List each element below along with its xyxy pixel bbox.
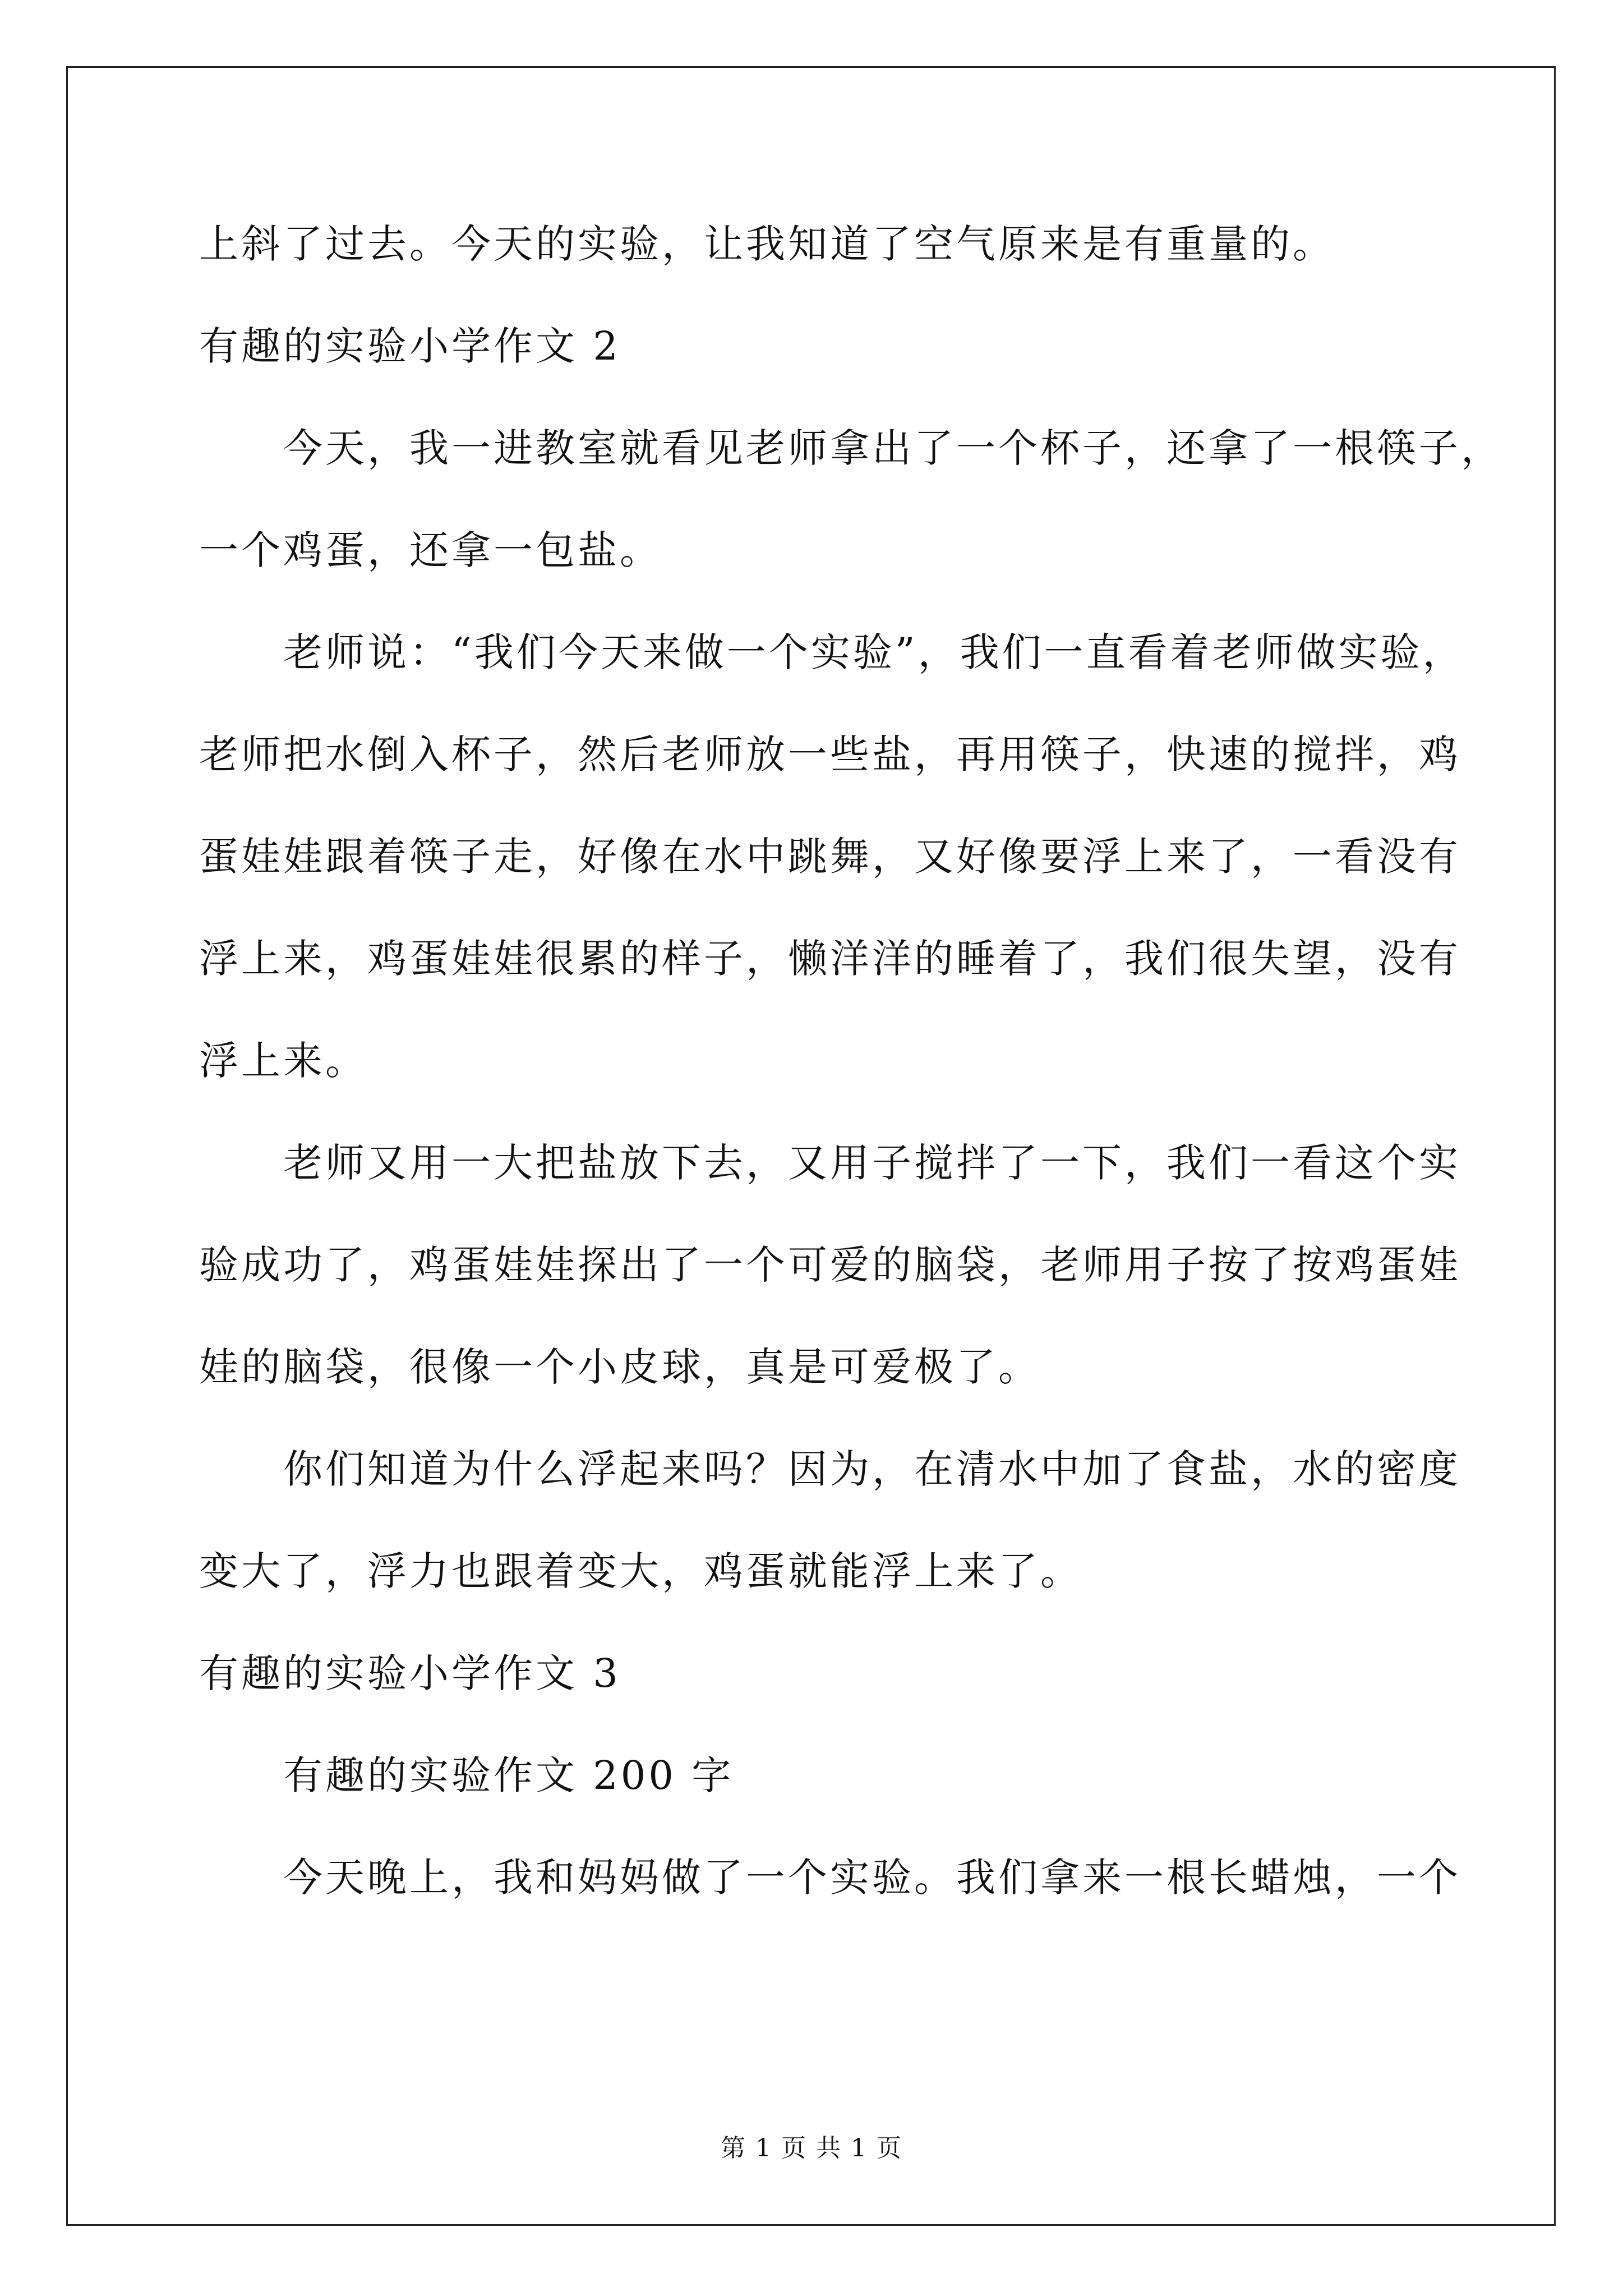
- text-line: 浮上来，鸡蛋娃娃很累的样子，懒洋洋的睡着了，我们很失望，没有: [199, 936, 1461, 982]
- section-heading: 有趣的实验小学作文 3: [199, 1650, 621, 1696]
- text-line: 验成功了，鸡蛋娃娃探出了一个可爱的脑袋，老师用子按了按鸡蛋娃: [199, 1242, 1461, 1288]
- paragraph-start: 你们知道为什么浮起来吗？因为，在清水中加了食盐，水的密度: [283, 1446, 1461, 1492]
- paragraph-start: 今天，我一进教室就看见老师拿出了一个杯子，还拿了一根筷子，: [283, 425, 1503, 471]
- text-line: 上斜了过去。今天的实验，让我知道了空气原来是有重量的。: [199, 221, 1335, 267]
- text-line: 蛋娃娃跟着筷子走，好像在水中跳舞，又好像要浮上来了，一看没有: [199, 834, 1461, 880]
- paragraph-start: 有趣的实验作文 200 字: [283, 1752, 734, 1798]
- paragraph-start: 今天晚上，我和妈妈做了一个实验。我们拿来一根长蜡烛，一个: [283, 1855, 1461, 1901]
- text-line: 变大了，浮力也跟着变大，鸡蛋就能浮上来了。: [199, 1548, 1082, 1594]
- text-line: 浮上来。: [199, 1038, 367, 1084]
- text-line: 老师把水倒入杯子，然后老师放一些盐，再用筷子，快速的搅拌，鸡: [199, 731, 1461, 777]
- paragraph-start: 老师又用一大把盐放下去，又用子搅拌了一下，我们一看这个实: [283, 1140, 1461, 1186]
- paragraph-start: 老师说：“我们今天来做一个实验”，我们一直看着老师做实验，: [283, 629, 1465, 675]
- text-line: 娃的脑袋，很像一个小皮球，真是可爱极了。: [199, 1344, 1040, 1390]
- page-footer: 第 1 页 共 1 页: [721, 2134, 902, 2162]
- section-heading: 有趣的实验小学作文 2: [199, 323, 621, 369]
- text-line: 一个鸡蛋，还拿一包盐。: [199, 527, 662, 573]
